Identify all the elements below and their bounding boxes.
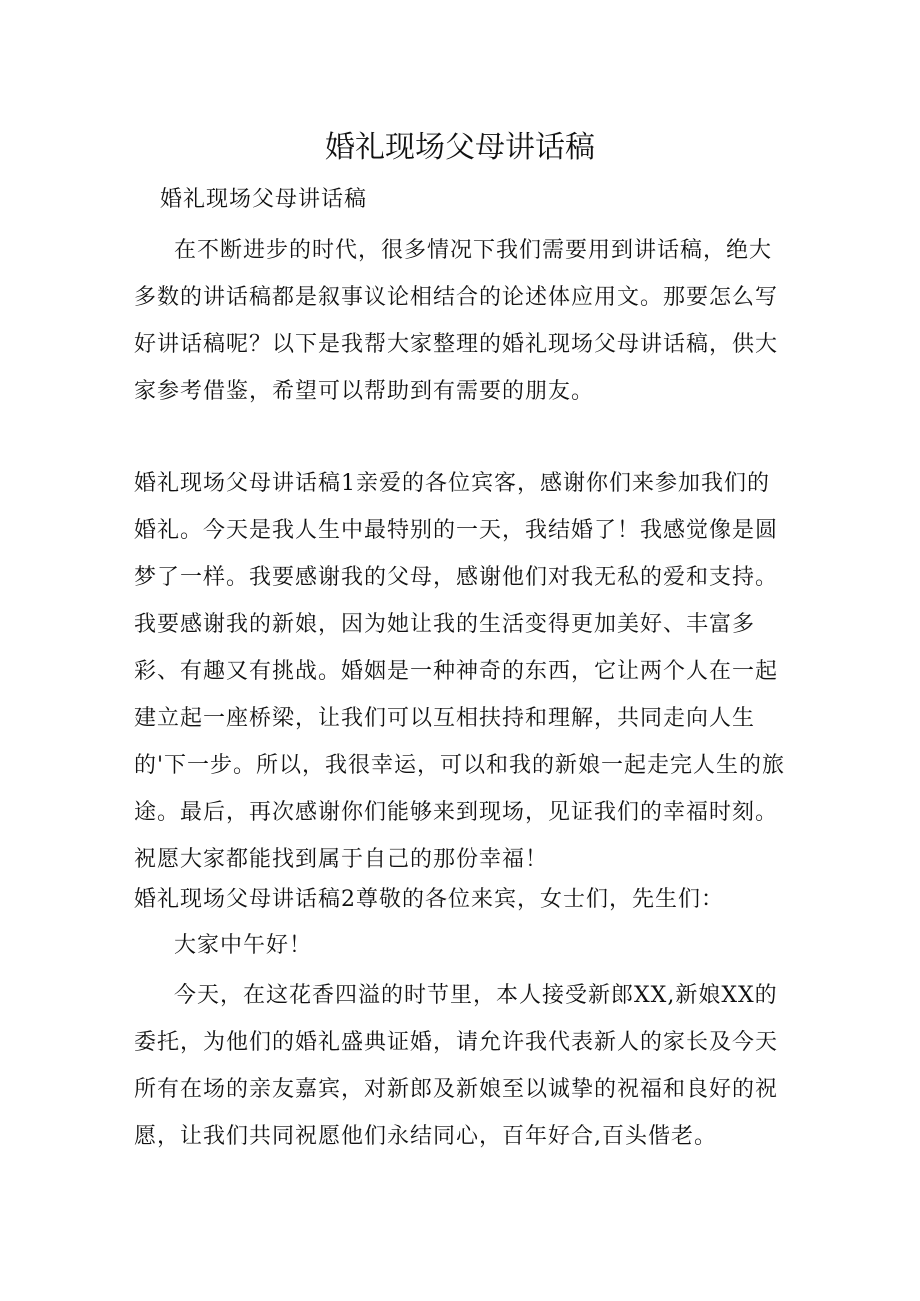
document-title: 婚礼现场父母讲话稿 (325, 130, 595, 165)
speech-1-paragraph: 婚礼现场父母讲话稿1亲爱的各位宾客，感谢你们来参加我们的婚礼。今天是我人生中最特别的一天，我结婚了！我感觉像是圆梦了一样。我要感谢我的父母，感谢他们对我无私的爱和支持。我要感谢我的新娘，因为她让我的生活变得更加美好、丰富多彩、有趣又有挑战。婚姻是一种神奇的东西，它让两个人在一起建立起一座桥梁，让我们可以互相扶持和理解，共同走向人生的'下一步。所以，我很幸运，可以和我的新娘一起走完人生的旅途。最后，再次感谢你们能够来到现场，见证我们的幸福时刻。祝愿大家都能找到属于自己的那份幸福！ (134, 471, 786, 872)
greeting-line: 大家中午好！ (174, 933, 313, 958)
intro-paragraph: 在不断进步的时代，很多情况下我们需要用到讲话稿，绝大多数的讲话稿都是叙事议论相结合的论述体应用文。那要怎么写好讲话稿呢？以下是我帮大家整理的婚礼现场父母讲话稿，供大家参考借鉴，希望可以帮助到有需要的朋友。 (134, 238, 779, 404)
document-subtitle: 婚礼现场父母讲话稿 (160, 187, 368, 212)
speech-2-paragraph: 今天，在这花香四溢的时节里，本人接受新郎XX,新娘XX的委托，为他们的婚礼盛典证婚，请允许我代表新人的家长及今天所有在场的亲友嘉宾，对新郎及新娘至以诚挚的祝福和良好的祝愿，让我们共同祝愿他们永结同心，百年好合,百头偕老。 (134, 983, 779, 1149)
speech-2-heading: 婚礼现场父母讲话稿2尊敬的各位来宾，女士们，先生们： (134, 887, 724, 912)
